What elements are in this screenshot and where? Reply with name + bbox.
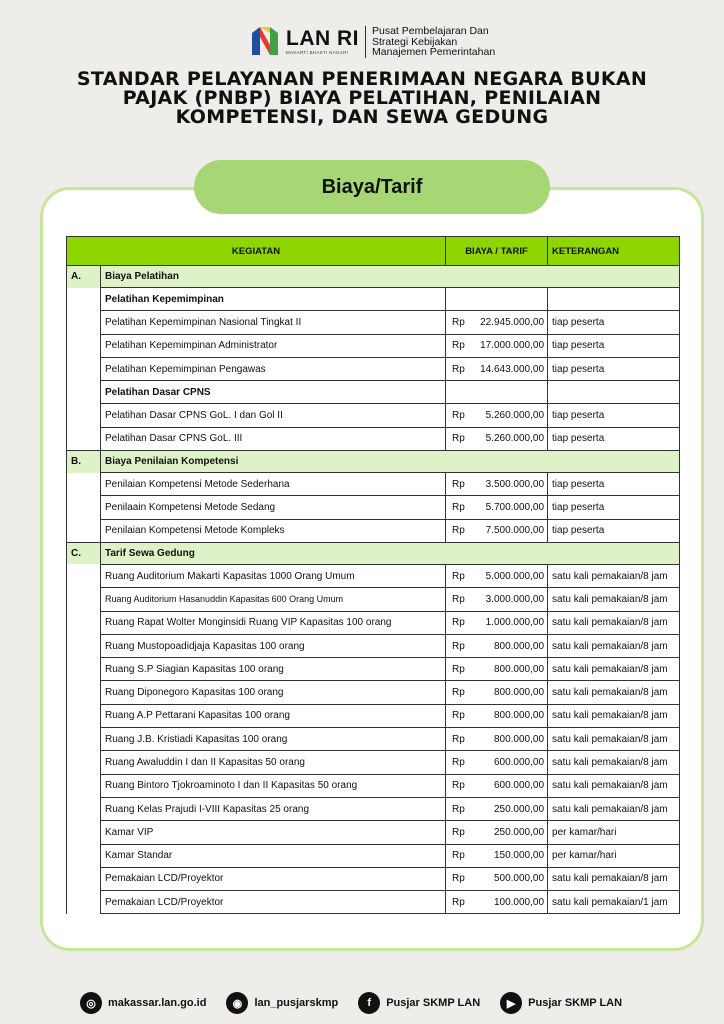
facebook-text: Pusjar SKMP LAN — [386, 997, 481, 1009]
table-row — [67, 728, 680, 751]
cost-cell — [446, 634, 548, 657]
currency-label: Rp — [452, 502, 465, 514]
table-row — [67, 334, 680, 357]
note-cell: tiap peserta — [548, 357, 680, 380]
cost-cell — [446, 704, 548, 727]
note-cell: satu kali pemakaian/8 jam — [548, 774, 680, 797]
table-row — [67, 473, 680, 496]
section-number: C. — [67, 542, 101, 564]
item-name: Ruang Rapat Wolter Monginsidi Ruang VIP Kapasitas 100 orang — [101, 611, 446, 634]
section-row — [67, 542, 680, 564]
cost-cell — [446, 867, 548, 890]
section-number: B. — [67, 451, 101, 473]
tariff-table-wrapper — [66, 236, 679, 914]
cost-amount: 1.000.000,00 — [485, 617, 545, 629]
globe-icon: ◎ — [80, 992, 102, 1014]
note-cell: satu kali pemakaian/8 jam — [548, 728, 680, 751]
logo-text: LAN RI — [286, 27, 359, 50]
currency-label: Rp — [452, 710, 465, 722]
table-row — [67, 891, 680, 914]
table-row — [67, 751, 680, 774]
item-name: Penilaian Kompetensi Metode Sederhana — [101, 473, 446, 496]
cost-amount: 800.000,00 — [493, 687, 545, 699]
empty-note-cell — [548, 288, 680, 311]
item-name: Ruang Awaluddin I dan II Kapasitas 50 orang — [101, 751, 446, 774]
note-cell: tiap peserta — [548, 519, 680, 542]
number-cell — [67, 427, 101, 450]
section-row — [67, 451, 680, 473]
table-row — [67, 681, 680, 704]
page-title: STANDAR PELAYANAN PENERIMAAN NEGARA BUKAN PAJAK (PNBP) BIAYA PELATIHAN, PENILAIAN KOMPETENSI, DAN SEWA GEDUNG — [76, 68, 648, 128]
note-cell: per kamar/hari — [548, 821, 680, 844]
org-name — [372, 26, 495, 58]
cost-cell — [446, 681, 548, 704]
item-name: Ruang J.B. Kristiadi Kapasitas 100 orang — [101, 728, 446, 751]
note-cell: satu kali pemakaian/8 jam — [548, 681, 680, 704]
cost-cell — [446, 588, 548, 611]
cost-amount: 600.000,00 — [493, 756, 545, 768]
item-name: Pelatihan Dasar CPNS GoL. III — [101, 427, 446, 450]
instagram-text: lan_pusjarskmp — [254, 997, 339, 1009]
number-cell — [67, 658, 101, 681]
website-text: makassar.lan.go.id — [108, 997, 207, 1009]
item-name: Ruang S.P Siagian Kapasitas 100 orang — [101, 658, 446, 681]
item-name: Pemakaian LCD/Proyektor — [101, 891, 446, 914]
empty-cost-cell — [446, 381, 548, 404]
item-name: Pelatihan Kepemimpinan Administrator — [101, 334, 446, 357]
org-line: Manajemen Pemerintahan — [372, 46, 496, 59]
cost-cell — [446, 611, 548, 634]
cost-cell — [446, 564, 548, 587]
logo-tagline: MAKARTI BHAKTI NAGARI — [286, 50, 349, 55]
org-line: Pusat Pembelajaran Dan — [372, 25, 489, 38]
table-row — [67, 797, 680, 820]
currency-label: Rp — [452, 340, 465, 352]
youtube-icon: ▶ — [500, 992, 522, 1014]
note-cell: satu kali pemakaian/8 jam — [548, 658, 680, 681]
table-row — [67, 867, 680, 890]
number-cell — [67, 704, 101, 727]
cost-cell — [446, 891, 548, 914]
number-cell — [67, 634, 101, 657]
item-name: Kamar VIP — [101, 821, 446, 844]
cost-amount: 500.000,00 — [493, 873, 545, 885]
item-name: Penilaian Kompetensi Metode Kompleks — [101, 519, 446, 542]
currency-label: Rp — [452, 873, 465, 885]
item-name: Pelatihan Kepemimpinan Nasional Tingkat II — [101, 311, 446, 334]
number-cell — [67, 519, 101, 542]
note-cell: per kamar/hari — [548, 844, 680, 867]
currency-label: Rp — [452, 617, 465, 629]
cost-cell — [446, 334, 548, 357]
currency-label: Rp — [452, 733, 465, 745]
currency-label: Rp — [452, 780, 465, 792]
number-cell — [67, 751, 101, 774]
number-cell — [67, 797, 101, 820]
number-cell — [67, 496, 101, 519]
cost-cell — [446, 496, 548, 519]
cost-amount: 150.000,00 — [493, 850, 545, 862]
facebook-icon: f — [358, 992, 380, 1014]
cost-cell — [446, 728, 548, 751]
subheading-title: Pelatihan Kepemimpinan — [101, 288, 446, 311]
cost-amount: 17.000.000,00 — [480, 340, 545, 352]
currency-label: Rp — [452, 756, 465, 768]
currency-label: Rp — [452, 663, 465, 675]
item-name: Ruang Mustopoadidjaja Kapasitas 100 orang — [101, 634, 446, 657]
cost-cell — [446, 473, 548, 496]
subheading-title: Pelatihan Dasar CPNS — [101, 381, 446, 404]
tariff-table — [66, 236, 680, 914]
section-row — [67, 266, 680, 288]
cost-cell — [446, 357, 548, 380]
cost-cell — [446, 821, 548, 844]
cost-amount: 3.500.000,00 — [485, 478, 545, 490]
number-cell — [67, 311, 101, 334]
table-row — [67, 588, 680, 611]
cost-cell — [446, 311, 548, 334]
currency-label: Rp — [452, 316, 465, 328]
currency-label: Rp — [452, 433, 465, 445]
cost-amount: 250.000,00 — [493, 826, 545, 838]
footer — [80, 988, 680, 1018]
header-kegiatan: KEGIATAN — [67, 237, 446, 266]
note-cell: satu kali pemakaian/8 jam — [548, 611, 680, 634]
org-line: Strategi Kebijakan — [372, 35, 458, 48]
subheading-row — [67, 288, 680, 311]
cost-cell — [446, 427, 548, 450]
cost-amount: 5.000.000,00 — [485, 570, 545, 582]
subheading-row — [67, 381, 680, 404]
number-cell — [67, 844, 101, 867]
item-name: Pelatihan Dasar CPNS GoL. I dan Gol II — [101, 404, 446, 427]
number-cell — [67, 288, 101, 311]
currency-label: Rp — [452, 850, 465, 862]
footer-website[interactable] — [80, 992, 206, 1014]
footer-facebook[interactable] — [358, 992, 480, 1014]
number-cell — [67, 334, 101, 357]
currency-label: Rp — [452, 896, 465, 908]
cost-amount: 800.000,00 — [493, 640, 545, 652]
cost-amount: 800.000,00 — [493, 663, 545, 675]
cost-amount: 22.945.000,00 — [480, 316, 545, 328]
cost-amount: 3.000.000,00 — [485, 593, 545, 605]
note-cell: satu kali pemakaian/8 jam — [548, 751, 680, 774]
cost-amount: 600.000,00 — [493, 780, 545, 792]
table-row — [67, 564, 680, 587]
table-row — [67, 821, 680, 844]
note-cell: satu kali pemakaian/8 jam — [548, 704, 680, 727]
currency-label: Rp — [452, 570, 465, 582]
table-row — [67, 704, 680, 727]
item-name: Ruang A.P Pettarani Kapasitas 100 orang — [101, 704, 446, 727]
cost-amount: 5.700.000,00 — [485, 502, 545, 514]
header-keterangan: KETERANGAN — [548, 237, 680, 266]
cost-cell — [446, 797, 548, 820]
cost-amount: 100.000,00 — [493, 896, 545, 908]
table-row — [67, 634, 680, 657]
cost-amount: 14.643.000,00 — [480, 363, 545, 375]
footer-youtube[interactable] — [500, 992, 622, 1014]
number-cell — [67, 774, 101, 797]
table-body — [67, 266, 680, 914]
number-cell — [67, 728, 101, 751]
table-header-row — [67, 237, 680, 266]
number-cell — [67, 891, 101, 914]
currency-label: Rp — [452, 803, 465, 815]
currency-label: Rp — [452, 640, 465, 652]
lan-logo-icon — [248, 25, 282, 59]
number-cell — [67, 404, 101, 427]
section-title: Biaya Penilaian Kompetensi — [101, 451, 680, 473]
note-cell: tiap peserta — [548, 311, 680, 334]
cost-amount: 5.260.000,00 — [485, 410, 545, 422]
note-cell: satu kali pemakaian/8 jam — [548, 867, 680, 890]
cost-cell — [446, 404, 548, 427]
currency-label: Rp — [452, 410, 465, 422]
number-cell — [67, 867, 101, 890]
header-logo — [248, 22, 495, 62]
header-biaya: BIAYA / TARIF — [446, 237, 548, 266]
item-name: Ruang Kelas Prajudi I-VIII Kapasitas 25 orang — [101, 797, 446, 820]
table-row — [67, 844, 680, 867]
currency-label: Rp — [452, 826, 465, 838]
item-name: Ruang Diponegoro Kapasitas 100 orang — [101, 681, 446, 704]
note-cell: satu kali pemakaian/1 jam — [548, 891, 680, 914]
table-row — [67, 519, 680, 542]
table-row — [67, 658, 680, 681]
empty-note-cell — [548, 381, 680, 404]
note-cell: tiap peserta — [548, 473, 680, 496]
cost-cell — [446, 844, 548, 867]
note-cell: tiap peserta — [548, 427, 680, 450]
note-cell: satu kali pemakaian/8 jam — [548, 634, 680, 657]
note-cell: tiap peserta — [548, 496, 680, 519]
empty-cost-cell — [446, 288, 548, 311]
number-cell — [67, 821, 101, 844]
footer-instagram[interactable] — [226, 992, 338, 1014]
number-cell — [67, 473, 101, 496]
currency-label: Rp — [452, 525, 465, 537]
section-title: Biaya Pelatihan — [101, 266, 680, 288]
note-cell: tiap peserta — [548, 404, 680, 427]
number-cell — [67, 681, 101, 704]
instagram-icon: ◉ — [226, 992, 248, 1014]
table-row — [67, 404, 680, 427]
section-number: A. — [67, 266, 101, 288]
number-cell — [67, 357, 101, 380]
number-cell — [67, 588, 101, 611]
note-cell: satu kali pemakaian/8 jam — [548, 588, 680, 611]
section-pill: Biaya/Tarif — [194, 160, 550, 214]
item-name: Pemakaian LCD/Proyektor — [101, 867, 446, 890]
note-cell: tiap peserta — [548, 334, 680, 357]
logo-divider — [365, 26, 366, 58]
cost-cell — [446, 774, 548, 797]
currency-label: Rp — [452, 593, 465, 605]
section-title: Tarif Sewa Gedung — [101, 542, 680, 564]
item-name: Penilaain Kompetensi Metode Sedang — [101, 496, 446, 519]
item-name: Ruang Auditorium Makarti Kapasitas 1000 Orang Umum — [101, 564, 446, 587]
table-row — [67, 774, 680, 797]
item-name: Pelatihan Kepemimpinan Pengawas — [101, 357, 446, 380]
table-row — [67, 496, 680, 519]
currency-label: Rp — [452, 363, 465, 375]
note-cell: satu kali pemakaian/8 jam — [548, 564, 680, 587]
cost-cell — [446, 751, 548, 774]
number-cell — [67, 611, 101, 634]
cost-amount: 5.260.000,00 — [485, 433, 545, 445]
table-row — [67, 357, 680, 380]
note-cell: satu kali pemakaian/8 jam — [548, 797, 680, 820]
number-cell — [67, 381, 101, 404]
table-row — [67, 427, 680, 450]
currency-label: Rp — [452, 687, 465, 699]
table-row — [67, 611, 680, 634]
cost-amount: 7.500.000,00 — [485, 525, 545, 537]
logo-wordmark — [286, 29, 359, 55]
number-cell — [67, 564, 101, 587]
cost-cell — [446, 658, 548, 681]
currency-label: Rp — [452, 478, 465, 490]
table-row — [67, 311, 680, 334]
youtube-text: Pusjar SKMP LAN — [528, 997, 623, 1009]
item-name: Kamar Standar — [101, 844, 446, 867]
item-name: Ruang Bintoro Tjokroaminoto I dan II Kapasitas 50 orang — [101, 774, 446, 797]
item-name: Ruang Auditorium Hasanuddin Kapasitas 600 Orang Umum — [101, 588, 446, 611]
cost-amount: 800.000,00 — [493, 710, 545, 722]
cost-cell — [446, 519, 548, 542]
cost-amount: 250.000,00 — [493, 803, 545, 815]
cost-amount: 800.000,00 — [493, 733, 545, 745]
